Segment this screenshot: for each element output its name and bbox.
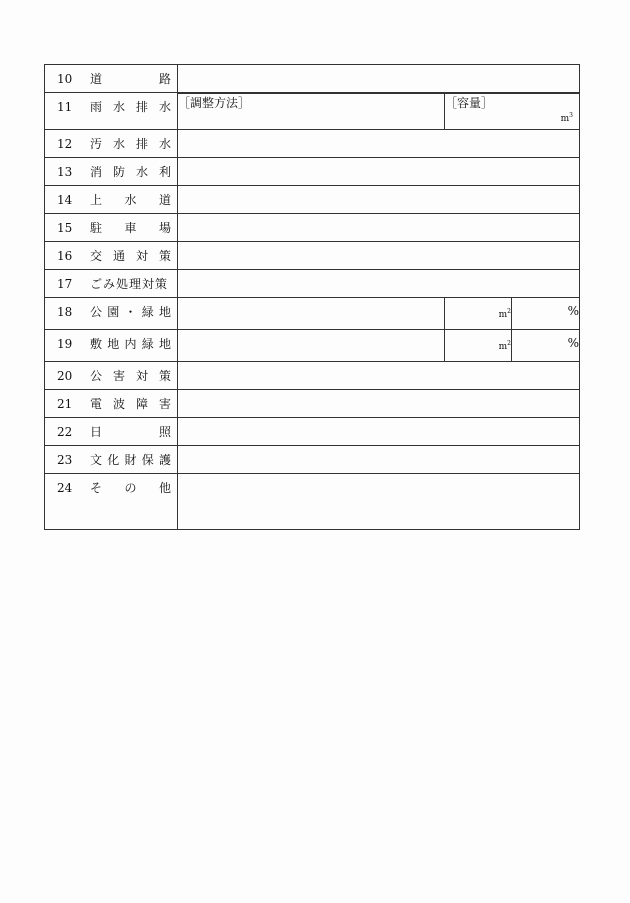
row-label [45, 186, 178, 214]
row-label-content [45, 130, 177, 157]
row-13 [45, 158, 580, 186]
area-unit-cell[interactable]: $m^2$ [445, 330, 512, 362]
row-number: 19 [57, 336, 73, 351]
row-label [45, 158, 178, 186]
row-23 [45, 446, 580, 474]
row-title-char: 水 [158, 100, 171, 114]
row-label-content [45, 298, 177, 325]
row-title-char: 照 [158, 425, 171, 439]
row-label [45, 390, 178, 418]
row-24 [45, 474, 580, 530]
row-label [45, 130, 178, 158]
row-title-char: 他 [158, 481, 171, 495]
row-title-char: 障 [135, 397, 148, 411]
row-title [90, 367, 177, 384]
row-title-char: 園 [107, 305, 120, 319]
row-title-char: 水 [124, 193, 137, 207]
row-title-char: 護 [158, 453, 171, 467]
form-table [44, 64, 580, 530]
value-cell[interactable] [178, 270, 580, 298]
row-16 [45, 242, 580, 270]
row-title-char: 水 [112, 137, 125, 151]
row-title-char: 化 [107, 453, 120, 467]
row-title-char: 利 [158, 165, 171, 179]
value-cell[interactable] [178, 362, 580, 390]
value-cell[interactable] [178, 242, 580, 270]
row-title: ごみ処理対策 [90, 277, 169, 291]
row-label-content [45, 362, 177, 389]
row-title [90, 451, 177, 468]
row-title [90, 70, 177, 87]
row-title-char: 波 [112, 397, 125, 411]
row-label-content [45, 93, 177, 120]
row-title-char: 上 [90, 193, 103, 207]
adjustment-method-cell[interactable] [178, 94, 445, 130]
row-label-content [45, 65, 177, 92]
row-number: 22 [57, 424, 73, 439]
row-title-char: 地 [107, 337, 120, 351]
row-14 [45, 186, 580, 214]
row-number: 15 [57, 220, 73, 235]
row-title-char: 保 [141, 453, 154, 467]
row-label-content [45, 214, 177, 241]
row-label-content [45, 186, 177, 213]
row-title-char: 地 [158, 305, 171, 319]
value-cell[interactable] [178, 330, 445, 362]
row-22 [45, 418, 580, 446]
row-title [90, 395, 177, 412]
value-cell[interactable] [178, 298, 445, 330]
row-title-char: 策 [158, 369, 171, 383]
ratio-unit-cell[interactable]: % [512, 330, 580, 362]
row-label-content [45, 390, 177, 417]
row-title-char: 排 [135, 100, 148, 114]
value-cell[interactable] [178, 214, 580, 242]
row-title-char: 公 [90, 305, 103, 319]
row-title [90, 247, 177, 264]
row-title-char: ・ [124, 305, 137, 319]
capacity-unit: $m^3$ [560, 112, 573, 124]
row-title-char: 駐 [90, 221, 103, 235]
row-title-char: 対 [135, 249, 148, 263]
row-label [45, 474, 178, 530]
row-number: 16 [57, 248, 73, 263]
row-title-char: 害 [112, 369, 125, 383]
row-number: 23 [57, 452, 73, 467]
row-title-char: 汚 [90, 137, 103, 151]
row-title-char: 雨 [90, 100, 103, 114]
row-title-char: 日 [90, 425, 103, 439]
row-title-char: 路 [158, 72, 171, 86]
row-label [45, 242, 178, 270]
value-cell[interactable] [178, 186, 580, 214]
row-title [90, 163, 177, 180]
row-number: 20 [57, 368, 73, 383]
row-title [90, 479, 177, 496]
row-title [90, 219, 177, 236]
row-label-content [45, 158, 177, 185]
value-cell[interactable] [178, 130, 580, 158]
row-number: 10 [57, 71, 73, 86]
row-17 [45, 270, 580, 298]
row-title [90, 135, 177, 152]
row-number: 11 [57, 99, 73, 114]
value-cell[interactable] [178, 390, 580, 418]
row-title-char: 水 [158, 137, 171, 151]
row-label [45, 93, 178, 130]
row-title [90, 98, 177, 115]
row-title-char: 緑 [141, 337, 154, 351]
row-number: 13 [57, 164, 73, 179]
row-title-char: 文 [90, 453, 103, 467]
row-title-char: 害 [158, 397, 171, 411]
row-label [45, 65, 178, 93]
row-label-content [45, 474, 177, 501]
row-title-char: 車 [124, 221, 137, 235]
row-title-char: 財 [124, 453, 137, 467]
row-label [45, 270, 178, 298]
row-title-char: の [124, 481, 137, 495]
row-title-char: 電 [90, 397, 103, 411]
row-title-char: 緑 [141, 305, 154, 319]
row-title-char: 消 [90, 165, 103, 179]
row-title-char: 道 [90, 72, 103, 86]
row-label [45, 298, 178, 330]
value-cell[interactable] [178, 474, 580, 530]
row-title-char: 通 [112, 249, 125, 263]
row-title-char: 排 [135, 137, 148, 151]
row-title-char: 水 [112, 100, 125, 114]
row-number: 12 [57, 136, 73, 151]
value-cell[interactable] [178, 446, 580, 474]
ratio-unit-cell[interactable]: % [512, 298, 580, 330]
row-title-char: 公 [90, 369, 103, 383]
row-15 [45, 214, 580, 242]
row-label-content [45, 270, 177, 297]
row-label [45, 418, 178, 446]
adjustment-method-label: ［調整方法］ [178, 96, 251, 110]
row-label [45, 362, 178, 390]
row-label [45, 446, 178, 474]
row-number: 24 [57, 480, 73, 495]
row-title-char: 道 [158, 193, 171, 207]
row-label [45, 330, 178, 362]
row-10 [45, 65, 580, 93]
row-title [90, 335, 177, 352]
row-title-char: 防 [112, 165, 125, 179]
row-title-char: 策 [158, 249, 171, 263]
row-number: 14 [57, 192, 73, 207]
row-21 [45, 390, 580, 418]
row-title-char: 場 [158, 221, 171, 235]
row-12 [45, 130, 580, 158]
row-title-char: 水 [135, 165, 148, 179]
row-number: 18 [57, 304, 73, 319]
capacity-label: ［容量］ [445, 96, 494, 110]
row-label-content [45, 446, 177, 473]
value-cell[interactable] [178, 65, 580, 93]
row-label-content [45, 418, 177, 445]
row-title [90, 423, 177, 440]
row-title-char: 交 [90, 249, 103, 263]
row-title [90, 191, 177, 208]
row-label-content [45, 242, 177, 269]
row-title-char: そ [90, 481, 103, 495]
value-cell[interactable] [178, 418, 580, 446]
value-cell[interactable] [178, 158, 580, 186]
capacity-cell[interactable] [445, 94, 580, 130]
row-title-char: 対 [135, 369, 148, 383]
row-number: 21 [57, 396, 73, 411]
row-title [90, 303, 177, 320]
row-20 [45, 362, 580, 390]
row-title-char: 地 [158, 337, 171, 351]
row-label-content [45, 330, 177, 357]
row-label [45, 214, 178, 242]
row-number: 17 [57, 276, 73, 291]
area-unit-cell[interactable]: $m^2$ [445, 298, 512, 330]
row-18 [45, 298, 580, 330]
row-19 [45, 330, 580, 362]
row-title-char: 内 [124, 337, 137, 351]
row-title-char: 敷 [90, 337, 103, 351]
